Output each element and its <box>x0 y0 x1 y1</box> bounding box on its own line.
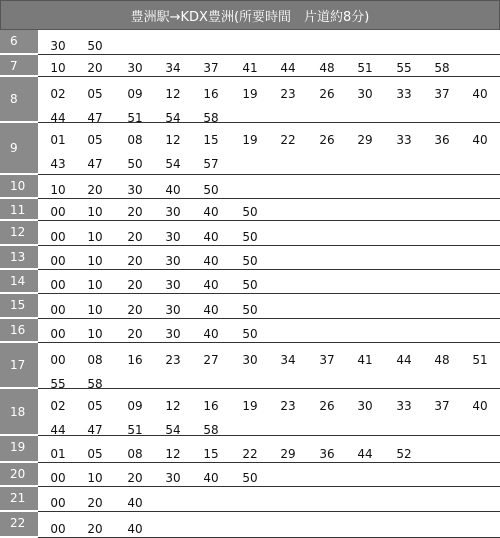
row-divider <box>38 76 500 77</box>
departure-minute: 51 <box>357 61 373 75</box>
departure-minute: 40 <box>203 230 219 244</box>
departure-minute: 50 <box>242 278 258 292</box>
departure-minute: 09 <box>127 399 143 413</box>
hour-cell <box>0 512 38 538</box>
departure-minute: 02 <box>50 87 66 101</box>
departure-minute: 58 <box>434 61 450 75</box>
departure-minute: 40 <box>203 471 219 485</box>
row-divider <box>38 174 500 175</box>
departure-minute: 33 <box>396 133 412 147</box>
departure-minute: 58 <box>203 423 219 437</box>
departure-minute: 23 <box>280 87 296 101</box>
row-divider <box>38 318 500 319</box>
departure-minute: 00 <box>50 230 66 244</box>
departure-minute: 20 <box>127 205 143 219</box>
departure-minute: 50 <box>242 205 258 219</box>
departure-minute: 40 <box>472 399 488 413</box>
departure-minute: 20 <box>127 230 143 244</box>
departure-minute: 10 <box>87 327 103 341</box>
departure-minute: 16 <box>127 353 143 367</box>
hour-label: 6 <box>10 34 18 48</box>
departure-minute: 05 <box>87 87 103 101</box>
departure-minute: 30 <box>165 471 181 485</box>
departure-minute: 00 <box>50 496 66 510</box>
departure-minute: 40 <box>127 522 143 536</box>
departure-minute: 55 <box>396 61 412 75</box>
departure-minute: 30 <box>165 278 181 292</box>
departure-minute: 01 <box>50 447 66 461</box>
row-divider <box>38 245 500 246</box>
departure-minute: 12 <box>165 87 181 101</box>
hour-cell <box>0 294 38 319</box>
departure-minute: 10 <box>87 230 103 244</box>
departure-minute: 33 <box>396 87 412 101</box>
hour-cell <box>0 343 38 389</box>
departure-minute: 47 <box>87 157 103 171</box>
departure-minute: 09 <box>127 87 143 101</box>
departure-minute: 30 <box>242 353 258 367</box>
departure-minute: 44 <box>357 447 373 461</box>
departure-minute: 50 <box>127 157 143 171</box>
row-divider <box>38 269 500 270</box>
departure-minute: 48 <box>434 353 450 367</box>
departure-minute: 30 <box>165 327 181 341</box>
hour-label: 11 <box>10 203 26 217</box>
departure-minute: 12 <box>165 447 181 461</box>
departure-minute: 51 <box>127 423 143 437</box>
departure-minute: 44 <box>396 353 412 367</box>
departure-minute: 54 <box>165 111 181 125</box>
departure-minute: 01 <box>50 133 66 147</box>
departure-minute: 08 <box>127 447 143 461</box>
departure-minute: 40 <box>203 254 219 268</box>
departure-minute: 19 <box>242 133 258 147</box>
departure-minute: 50 <box>242 254 258 268</box>
departure-minute: 30 <box>127 61 143 75</box>
hour-cell <box>0 389 38 436</box>
departure-minute: 48 <box>319 61 335 75</box>
departure-minute: 40 <box>127 496 143 510</box>
departure-minute: 08 <box>127 133 143 147</box>
departure-minute: 37 <box>319 353 335 367</box>
departure-minute: 47 <box>87 423 103 437</box>
departure-minute: 29 <box>280 447 296 461</box>
hour-cell <box>0 55 38 77</box>
departure-minute: 43 <box>50 157 66 171</box>
hour-cell <box>0 463 38 487</box>
hour-label: 17 <box>10 358 26 372</box>
departure-minute: 20 <box>127 327 143 341</box>
hour-label: 20 <box>10 467 26 481</box>
departure-minute: 20 <box>87 522 103 536</box>
departure-minute: 20 <box>127 278 143 292</box>
departure-minute: 54 <box>165 423 181 437</box>
departure-minute: 08 <box>87 353 103 367</box>
hour-label: 12 <box>10 225 26 239</box>
departure-minute: 41 <box>357 353 373 367</box>
departure-minute: 40 <box>203 327 219 341</box>
departure-minute: 57 <box>203 157 219 171</box>
hour-label: 10 <box>10 179 26 193</box>
departure-minute: 20 <box>127 471 143 485</box>
departure-minute: 00 <box>50 303 66 317</box>
departure-minute: 00 <box>50 327 66 341</box>
departure-minute: 15 <box>203 447 219 461</box>
departure-minute: 40 <box>203 205 219 219</box>
departure-minute: 20 <box>127 254 143 268</box>
departure-minute: 40 <box>472 87 488 101</box>
row-divider <box>38 342 500 343</box>
departure-minute: 50 <box>87 39 103 53</box>
departure-minute: 50 <box>242 230 258 244</box>
departure-minute: 00 <box>50 471 66 485</box>
hour-cell <box>0 319 38 343</box>
departure-minute: 30 <box>50 39 66 53</box>
departure-minute: 15 <box>203 133 219 147</box>
departure-minute: 00 <box>50 278 66 292</box>
hour-cell <box>0 246 38 270</box>
departure-minute: 54 <box>165 157 181 171</box>
departure-minute: 36 <box>319 447 335 461</box>
hour-label: 18 <box>10 404 26 419</box>
departure-minute: 12 <box>165 133 181 147</box>
hour-label: 16 <box>10 323 26 337</box>
departure-minute: 26 <box>319 399 335 413</box>
departure-minute: 55 <box>50 377 66 391</box>
departure-minute: 00 <box>50 522 66 536</box>
hour-cell <box>0 487 38 512</box>
departure-minute: 27 <box>203 353 219 367</box>
departure-minute: 50 <box>203 183 219 197</box>
departure-minute: 16 <box>203 399 219 413</box>
departure-minute: 20 <box>87 496 103 510</box>
row-divider <box>38 511 500 512</box>
row-divider <box>38 486 500 487</box>
departure-minute: 10 <box>87 471 103 485</box>
departure-minute: 29 <box>357 133 373 147</box>
hour-label: 14 <box>10 274 26 288</box>
departure-minute: 30 <box>165 303 181 317</box>
departure-minute: 50 <box>242 327 258 341</box>
departure-minute: 00 <box>50 353 66 367</box>
hour-label: 9 <box>10 141 18 155</box>
departure-minute: 10 <box>50 183 66 197</box>
hour-cell <box>0 199 38 221</box>
departure-minute: 00 <box>50 205 66 219</box>
departure-minute: 37 <box>434 87 450 101</box>
departure-minute: 26 <box>319 133 335 147</box>
departure-minute: 50 <box>242 471 258 485</box>
hour-label: 8 <box>10 92 18 106</box>
departure-minute: 00 <box>50 254 66 268</box>
departure-minute: 37 <box>434 399 450 413</box>
departure-minute: 30 <box>165 230 181 244</box>
departure-minute: 36 <box>434 133 450 147</box>
departure-minute: 40 <box>165 183 181 197</box>
row-divider <box>38 54 500 55</box>
departure-minute: 20 <box>127 303 143 317</box>
departure-minute: 20 <box>87 61 103 75</box>
row-divider <box>38 198 500 199</box>
departure-minute: 34 <box>280 353 296 367</box>
row-divider <box>38 462 500 463</box>
departure-minute: 05 <box>87 447 103 461</box>
departure-minute: 37 <box>203 61 219 75</box>
departure-minute: 40 <box>472 133 488 147</box>
departure-minute: 26 <box>319 87 335 101</box>
departure-minute: 30 <box>165 254 181 268</box>
departure-minute: 10 <box>87 205 103 219</box>
departure-minute: 02 <box>50 399 66 413</box>
departure-minute: 05 <box>87 399 103 413</box>
hour-label: 13 <box>10 250 26 264</box>
departure-minute: 58 <box>203 111 219 125</box>
hour-label: 19 <box>10 440 26 454</box>
departure-minute: 19 <box>242 399 258 413</box>
departure-minute: 22 <box>242 447 258 461</box>
departure-minute: 10 <box>87 254 103 268</box>
departure-minute: 51 <box>127 111 143 125</box>
departure-minute: 19 <box>242 87 258 101</box>
departure-minute: 20 <box>87 183 103 197</box>
departure-minute: 40 <box>203 278 219 292</box>
hour-cell <box>0 436 38 463</box>
departure-minute: 05 <box>87 133 103 147</box>
row-divider <box>38 293 500 294</box>
hour-cell <box>0 30 38 55</box>
departure-minute: 23 <box>165 353 181 367</box>
hour-label: 21 <box>10 491 26 505</box>
row-divider <box>38 220 500 221</box>
hour-cell <box>0 175 38 199</box>
departure-minute: 51 <box>472 353 488 367</box>
hour-label: 22 <box>10 516 26 530</box>
departure-minute: 30 <box>357 87 373 101</box>
departure-minute: 10 <box>50 61 66 75</box>
departure-minute: 30 <box>165 205 181 219</box>
hour-cell <box>0 77 38 123</box>
departure-minute: 52 <box>396 447 412 461</box>
departure-minute: 33 <box>396 399 412 413</box>
hour-cell <box>0 270 38 294</box>
departure-minute: 40 <box>203 303 219 317</box>
departure-minute: 10 <box>87 303 103 317</box>
departure-minute: 16 <box>203 87 219 101</box>
departure-minute: 44 <box>50 111 66 125</box>
hour-cell <box>0 221 38 246</box>
departure-minute: 47 <box>87 111 103 125</box>
departure-minute: 44 <box>50 423 66 437</box>
hour-label: 15 <box>10 298 26 312</box>
departure-minute: 34 <box>165 61 181 75</box>
departure-minute: 23 <box>280 399 296 413</box>
departure-minute: 12 <box>165 399 181 413</box>
departure-minute: 44 <box>280 61 296 75</box>
departure-minute: 41 <box>242 61 258 75</box>
hour-cell <box>0 123 38 175</box>
departure-minute: 22 <box>280 133 296 147</box>
departure-minute: 30 <box>357 399 373 413</box>
departure-minute: 50 <box>242 303 258 317</box>
departure-minute: 30 <box>127 183 143 197</box>
timetable-title: 豊洲駅→KDX豊洲(所要時間 片道約8分) <box>0 0 500 30</box>
departure-minute: 10 <box>87 278 103 292</box>
departure-minute: 58 <box>87 377 103 391</box>
hour-label: 7 <box>10 59 18 73</box>
